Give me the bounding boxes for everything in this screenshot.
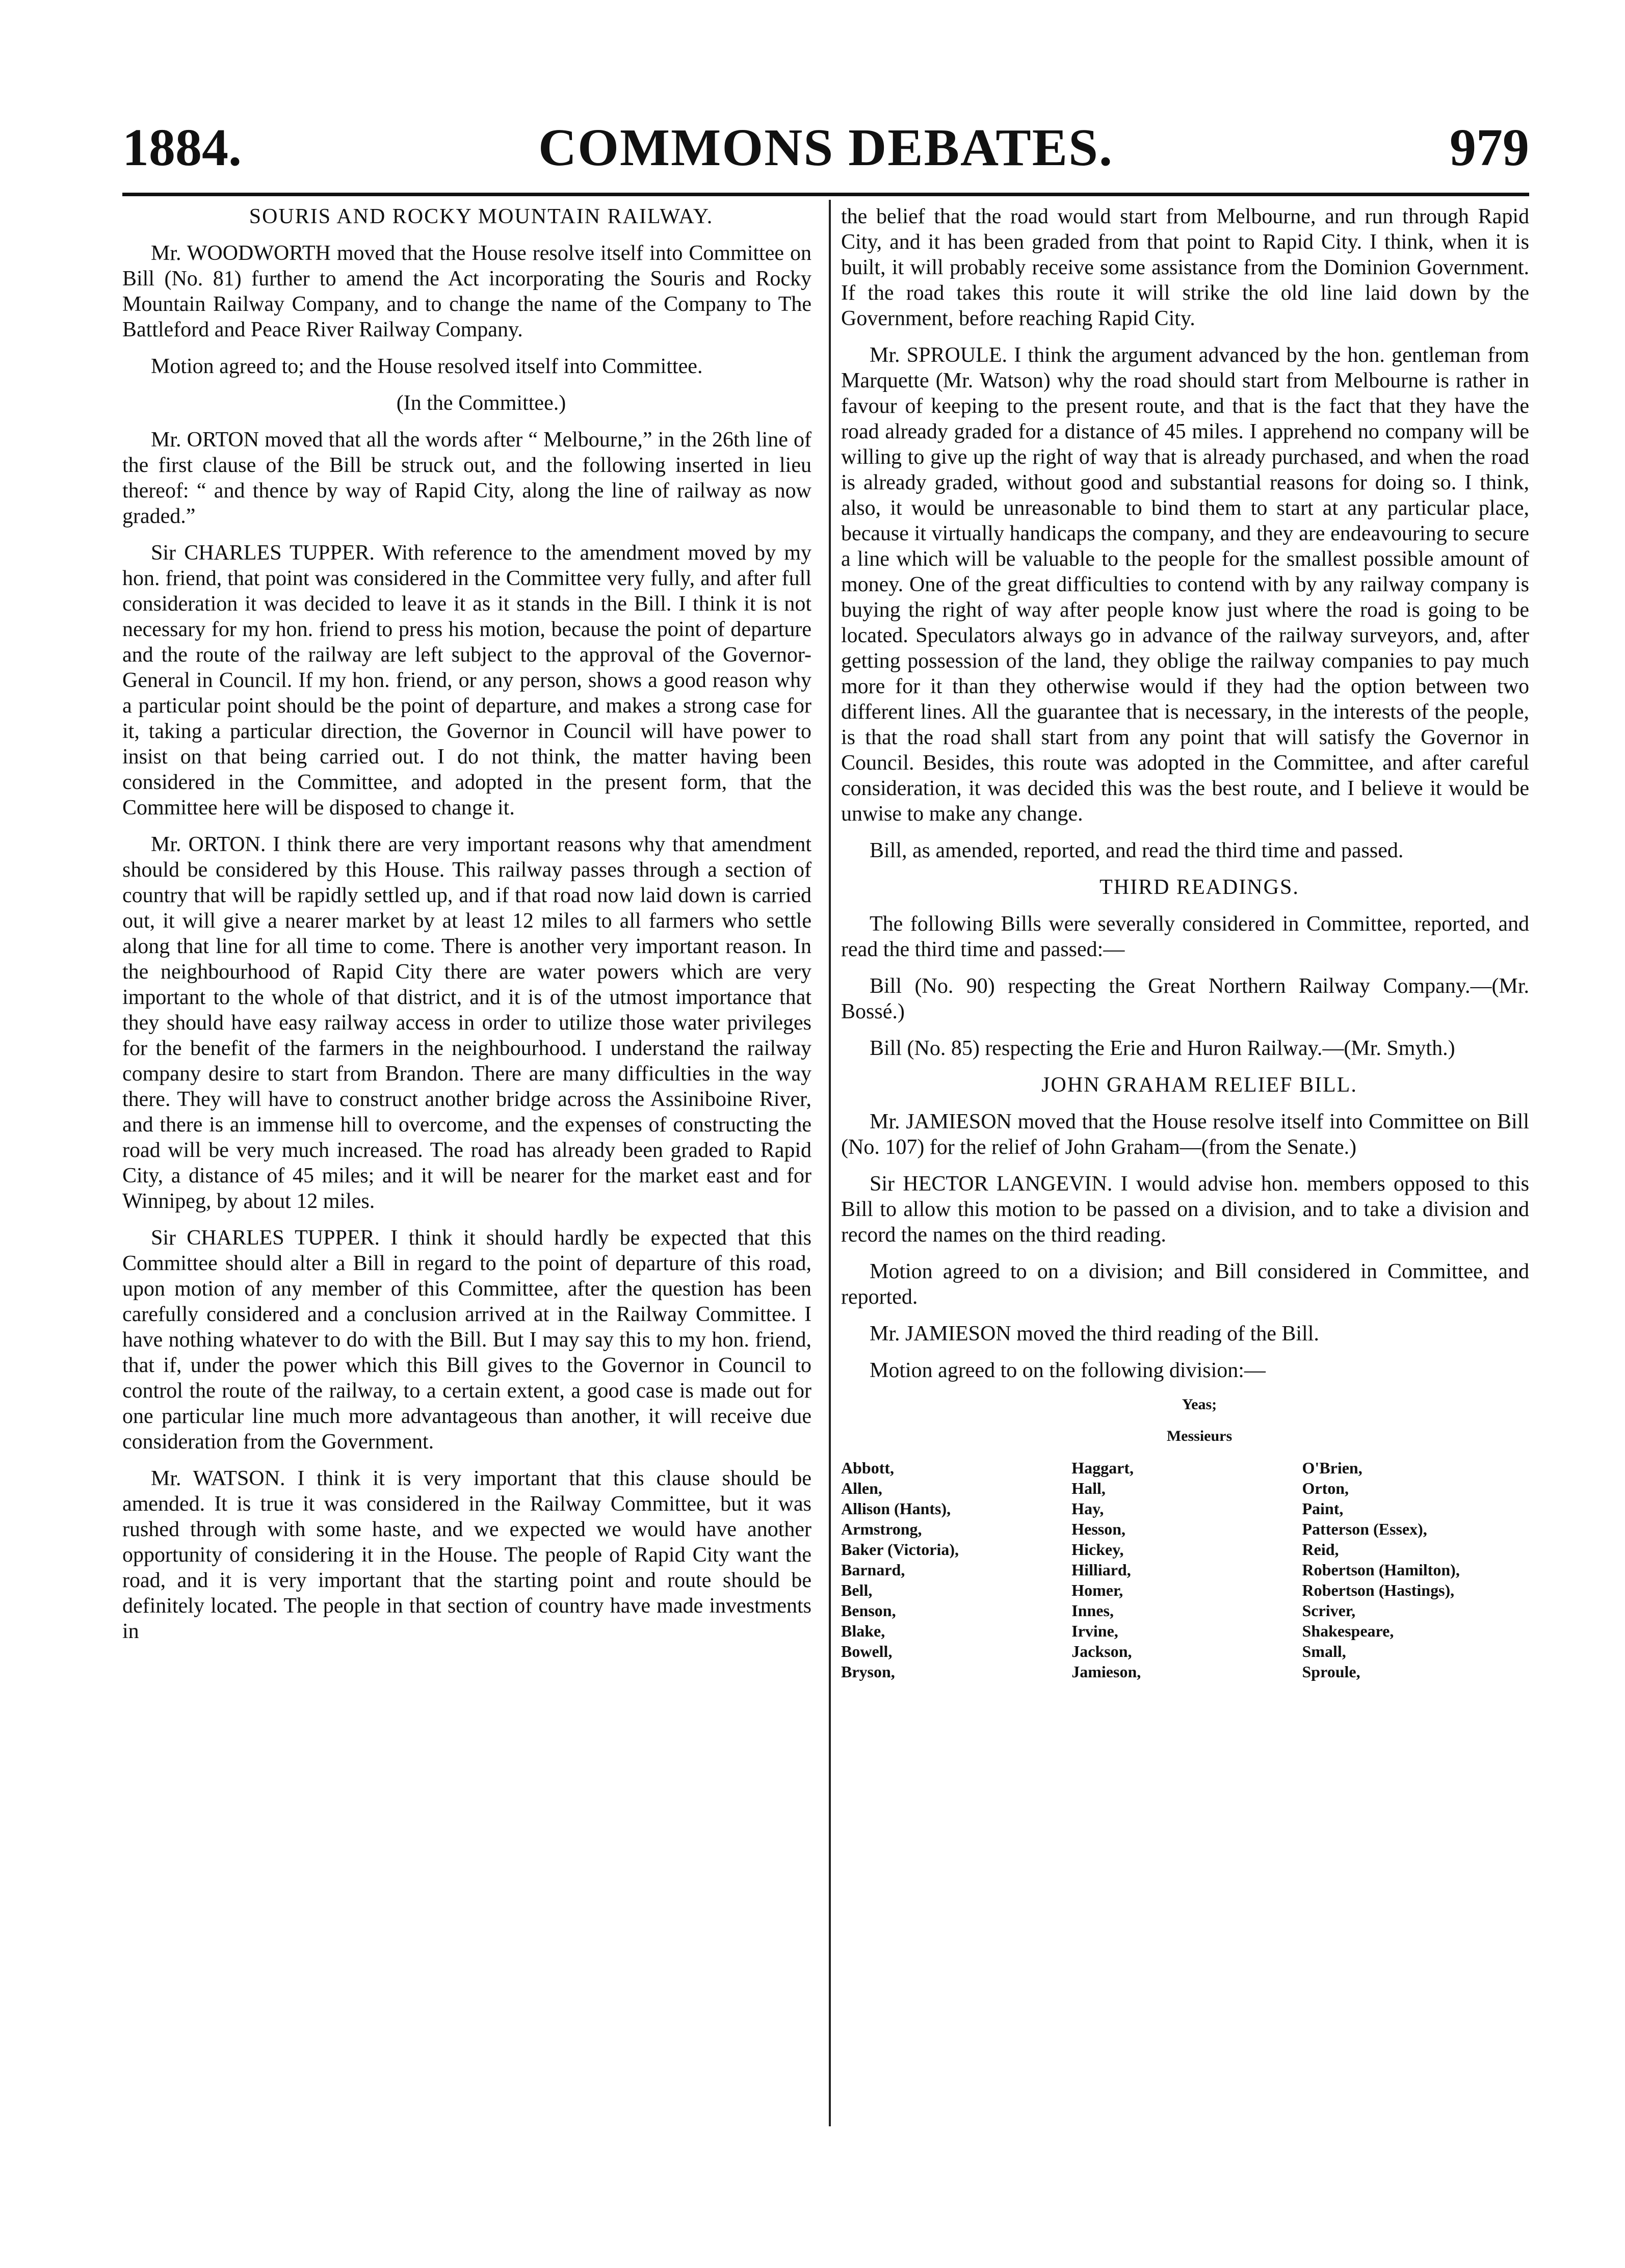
member-name: Bryson,	[841, 1663, 895, 1681]
paragraph: Sir CHARLES TUPPER. I think it should hardly be expected that this Committee should alter a Bill in regard to the point of departure of this road, upon motion of any member of this Committee, after the question has been carefully considered and a conclusion arrived at in the Railway Committee. I have nothing whatever to do with the Bill. But I may say this to my hon. friend, that if, under the power which this Bill gives to the Governor in Council to control the route of the railway, to a certain extent, a good case is made out for one particular line much more advantageous than another, it will receive due consideration from the Government.	[122, 1226, 811, 1454]
paragraph: Bill (No. 85) respecting the Erie and Huron Railway.—(Mr. Smyth.)	[870, 1037, 1455, 1060]
names-column-3	[1302, 1458, 1530, 1682]
paragraph: Mr. WATSON. I think it is very important that this clause should be amended. It is true it was considered in the Railway Committee, but it was rushed through with some haste, and we expected we would have another opportunity of considering it in the House. The people of Rapid City want the road, and it is very important that the starting point and route should be definitely located. The people in that section of country have made investments in	[122, 1467, 811, 1643]
member-name: Bell,	[841, 1581, 873, 1599]
paragraph: Mr. JAMIESON moved that the House resolve itself into Committee on Bill (No. 107) for the relief of John Graham—(from the Senate.)	[841, 1110, 1529, 1159]
member-name: Baker (Victoria),	[841, 1540, 959, 1559]
paragraph: Motion agreed to on the following division:—	[870, 1359, 1266, 1382]
paragraph: Motion agreed to; and the House resolved itself into Committee.	[151, 355, 703, 378]
names-column-1	[841, 1458, 1068, 1682]
member-name: Shakespeare,	[1302, 1622, 1394, 1640]
member-name: Hickey,	[1071, 1540, 1124, 1559]
yeas-label: Yeas;	[1182, 1396, 1217, 1413]
paragraph: Mr. ORTON. I think there are very important reasons why that amendment should be considered by this House. This railway passes through a section of country that will be rapidly settled up, and if that road now laid down is carried out, it will give a nearer market by at least 12 miles to all farmers who settle along that line for all time to come. There is another very important reason. In the neighbourhood of Rapid City there are water powers which are very important to the whole of that district, and it is of the utmost importance that they should have easy railway access in order to utilize those water privileges for the benefit of the farmers in the neighbourhood. I understand the railway company desire to start from Brandon. There are many difficulties in the way there. They will have to construct another bridge across the Assiniboine River, and there is an immense hill to overcome, and the expenses of constructing the road will be very much increased. The road has already been graded to Rapid City, a distance of 45 miles; and it will be nearer for the market east and for Winnipeg, by about 12 miles.	[122, 833, 811, 1213]
header-rule	[122, 193, 1529, 196]
member-name: Benson,	[841, 1601, 896, 1620]
paragraph: Mr. SPROULE. I think the argument advanced by the hon. gentleman from Marquette (Mr. Watson) why the road should start from Melbourne is rather in favour of keeping to the present route, and that is the fact that they have the road already graded for a distance of 45 miles. I apprehend no company will be willing to give up the right of way that is already purchased, and when the road is already graded, without good and substantial reasons for doing so. I think, also, it would be unreasonable to bind them to start at any particular place, because it virtually handicaps the company, and they are endeavouring to secure a line which will be valuable to the people for the smallest possible amount of money. One of the great difficulties to contend with by any railway company is buying the right of way after people know just where the road is going to be located. Speculators always go in advance of the railway surveyors, and, after getting possession of the land, they oblige the railway companies to pay much more for it than they otherwise would if they had the option between two different lines. All the guarantee that is necessary, in the interests of the people, is that the road shall start from any point that will satisfy the Governor in Council. Besides, this route was adopted in the Committee, and after careful consideration, it was decided this was the best route, and I believe it would be unwise to make any change.	[841, 344, 1529, 826]
member-name: Blake,	[841, 1622, 885, 1640]
paragraph: Sir HECTOR LANGEVIN. I would advise hon. members opposed to this Bill to allow this motion to be passed on a division, and to take a division and record the names on the third reading.	[841, 1172, 1529, 1247]
header-year: 1884.	[122, 118, 242, 177]
header-title: COMMONS DEBATES.	[538, 118, 1113, 177]
paragraph: Motion agreed to on a division; and Bill considered in Committee, and reported.	[841, 1260, 1529, 1309]
member-name: Reid,	[1302, 1540, 1339, 1559]
column-divider	[829, 200, 831, 2126]
member-name: Haggart,	[1071, 1459, 1134, 1477]
left-column	[122, 204, 811, 2130]
member-name: Robertson (Hamilton),	[1302, 1561, 1460, 1579]
paragraph: The following Bills were severally considered in Committee, reported, and read the third time and passed:—	[841, 912, 1529, 961]
page-header	[122, 110, 1529, 191]
member-name: Homer,	[1071, 1581, 1123, 1599]
member-name: Hesson,	[1071, 1520, 1126, 1538]
member-name: Allison (Hants),	[841, 1499, 951, 1518]
committee-note: (In the Committee.)	[396, 391, 566, 415]
member-name: Patterson (Essex),	[1302, 1520, 1427, 1538]
member-name: Barnard,	[841, 1561, 905, 1579]
member-name: Jamieson,	[1071, 1663, 1141, 1681]
paragraph: Bill (No. 90) respecting the Great Northern Railway Company.—(Mr. Bossé.)	[841, 974, 1529, 1023]
paragraph: Mr. WOODWORTH moved that the House resolve itself into Committee on Bill (No. 81) further to amend the Act incorporating the Souris and Rocky Mountain Railway Company, and to change the name of the Company to The Battleford and Peace River Railway Company.	[122, 242, 811, 341]
names-column-2	[1071, 1458, 1299, 1682]
member-name: Orton,	[1302, 1479, 1349, 1497]
paragraph: Mr. JAMIESON moved the third reading of the Bill.	[870, 1322, 1319, 1346]
member-name: Armstrong,	[841, 1520, 922, 1538]
paragraph: the belief that the road would start from Melbourne, and run through Rapid City, and it has been graded from that point to Rapid City. I think, when it is built, it will probably receive some assistance from the Dominion Government. If the road takes this route it will strike the old line laid down by the Government, before reaching Rapid City.	[841, 205, 1529, 330]
division-names	[841, 1458, 1529, 1682]
member-name: Irvine,	[1071, 1622, 1118, 1640]
header-page-number: 979	[1450, 118, 1529, 177]
messieurs-label: Messieurs	[1166, 1428, 1233, 1444]
member-name: Hall,	[1071, 1479, 1106, 1497]
member-name: Innes,	[1071, 1601, 1114, 1620]
paragraph: Sir CHARLES TUPPER. With reference to the amendment moved by my hon. friend, that point was considered in the Committee very fully, and after full consideration it was decided to leave it as it stands in the Bill. I think it is not necessary for my hon. friend to press his motion, because the point of departure and the route of the railway are left subject to the approval of the Governor-General in Council. If my hon. friend, or any person, shows a good reason why a particular point should be the point of departure, and makes a strong case for it, taking a particular direction, the Governor in Council will have power to insist on that being carried out. I do not think, the matter having been considered in the Committee, and adopted in the present form, that the Committee here will be disposed to change it.	[122, 541, 811, 820]
right-column	[841, 204, 1529, 2130]
member-name: Small,	[1302, 1642, 1346, 1660]
member-name: Robertson (Hastings),	[1302, 1581, 1455, 1599]
section-heading: JOHN GRAHAM RELIEF BILL.	[1041, 1073, 1357, 1097]
member-name: Jackson,	[1071, 1642, 1132, 1660]
member-name: Hay,	[1071, 1499, 1104, 1518]
member-name: O'Brien,	[1302, 1459, 1362, 1477]
member-name: Scriver,	[1302, 1601, 1356, 1620]
member-name: Paint,	[1302, 1499, 1344, 1518]
paragraph: Bill, as amended, reported, and read the third time and passed.	[870, 839, 1404, 862]
member-name: Allen,	[841, 1479, 882, 1497]
member-name: Abbott,	[841, 1459, 895, 1477]
section-heading: SOURIS AND ROCKY MOUNTAIN RAILWAY.	[249, 205, 714, 228]
section-heading: THIRD READINGS.	[1099, 876, 1299, 899]
member-name: Bowell,	[841, 1642, 893, 1660]
paragraph: Mr. ORTON moved that all the words after “ Melbourne,” in the 26th line of the first clause of the Bill be struck out, and the following inserted in lieu thereof: “ and thence by way of Rapid City, along the line of railway as now graded.”	[122, 428, 811, 528]
member-name: Sproule,	[1302, 1663, 1360, 1681]
member-name: Hilliard,	[1071, 1561, 1131, 1579]
